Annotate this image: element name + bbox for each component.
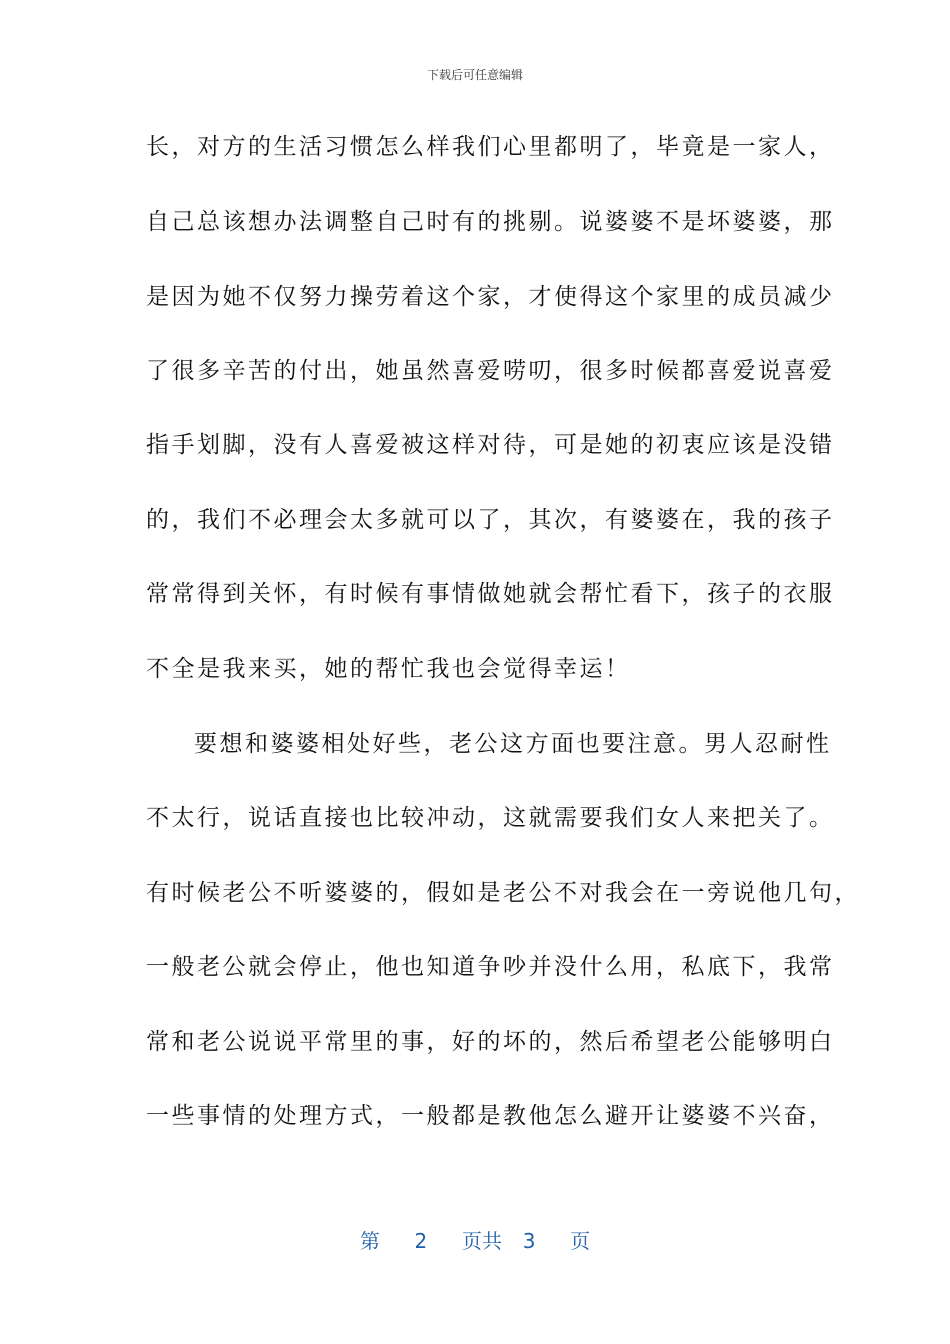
text-line: 自己总该想办法调整自己时有的挑剔。说婆婆不是坏婆婆，那 (146, 209, 835, 235)
text-line: 的，我们不必理会太多就可以了，其次，有婆婆在，我的孩子 (146, 507, 835, 533)
footer-suffix: 页 (570, 1229, 591, 1253)
text-line: 长，对方的生活习惯怎么样我们心里都明了，毕竟是一家人， (146, 134, 835, 160)
text-line: 一般老公就会停止，他也知道争吵并没什么用，私底下，我常 (146, 954, 835, 980)
current-page-number: 2 (414, 1229, 428, 1253)
text-line: 一些事情的处理方式，一般都是教他怎么避开让婆婆不兴奋， (146, 1103, 835, 1129)
text-line: 常和老公说说平常里的事，好的坏的，然后希望老公能够明白 (146, 1029, 835, 1055)
text-line: 不全是我来买，她的帮忙我也会觉得幸运！ (146, 656, 631, 682)
paragraph-first-line: 要想和婆婆相处好些，老公这方面也要注意。男人忍耐性 (194, 731, 832, 757)
page-header: 下载后可任意编辑 (426, 68, 523, 82)
footer-prefix: 第 (359, 1229, 380, 1253)
total-pages-number: 3 (522, 1229, 536, 1253)
text-line: 有时候老公不听婆婆的，假如是老公不对我会在一旁说他几句， (146, 880, 860, 906)
text-line: 是因为她不仅努力操劳着这个家，才使得这个家里的成员减少 (146, 284, 835, 310)
text-line: 常常得到关怀，有时候有事情做她就会帮忙看下，孩子的衣服 (146, 581, 835, 607)
page-footer (0, 1225, 950, 1254)
text-line: 不太行，说话直接也比较冲动，这就需要我们女人来把关了。 (146, 805, 835, 831)
text-line: 了很多辛苦的付出，她虽然喜爱唠叨，很多时候都喜爱说喜爱 (146, 358, 835, 384)
footer-middle: 页共 (462, 1229, 502, 1253)
text-line: 指手划脚，没有人喜爱被这样对待，可是她的初衷应该是没错 (146, 432, 835, 458)
